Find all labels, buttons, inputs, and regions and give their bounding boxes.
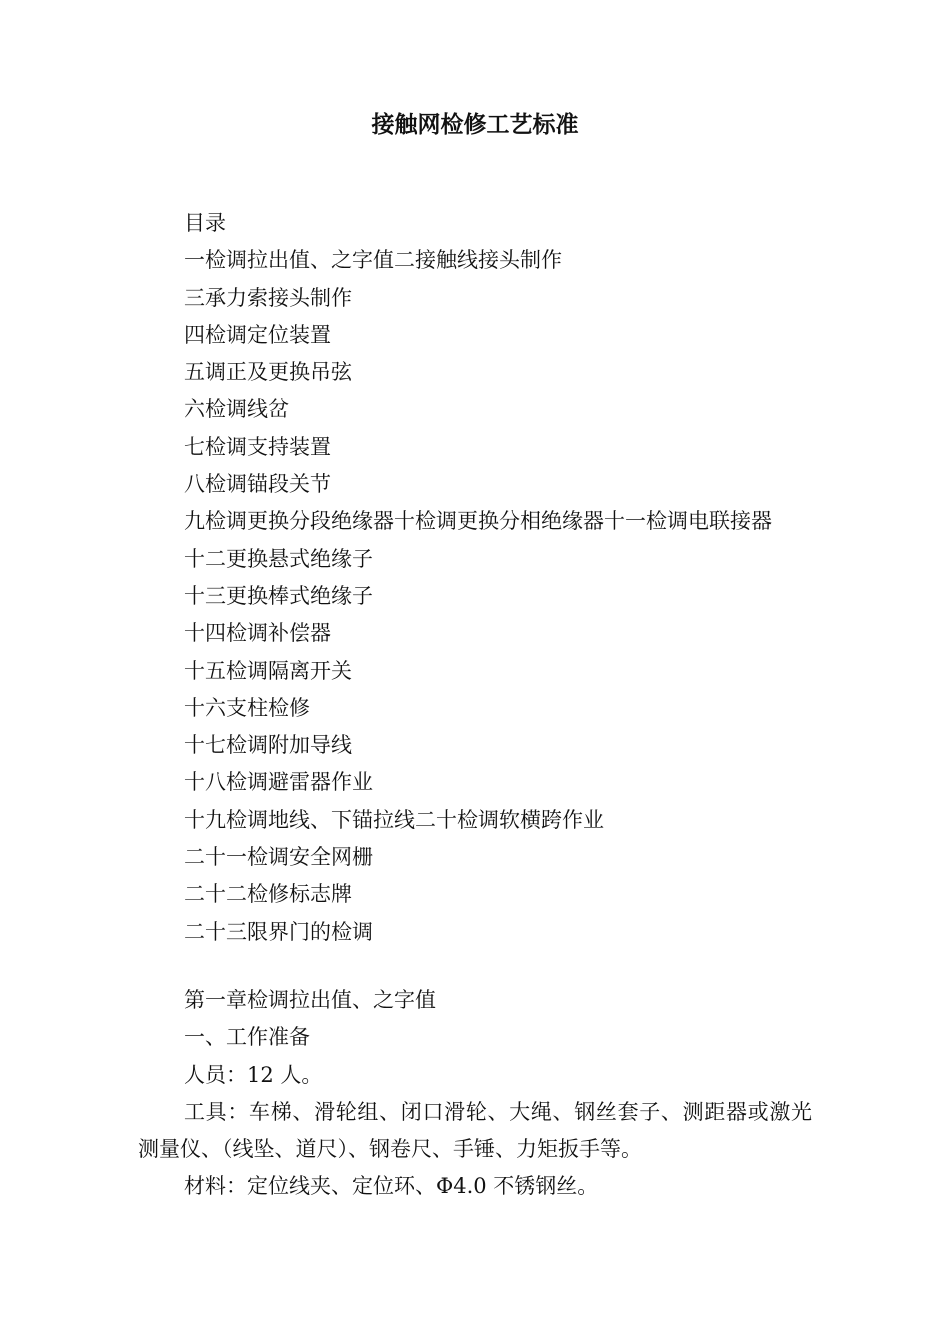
toc-item: 八检调锚段关节 xyxy=(184,472,331,497)
section-heading: 一、工作准备 xyxy=(184,1025,310,1050)
document-body xyxy=(138,982,812,1206)
toc-item: 十八检调避雷器作业 xyxy=(184,770,373,795)
toc-item: 五调正及更换吊弦 xyxy=(184,360,352,385)
materials-paragraph: 材料：定位线夹、定位环、Φ4.0 不锈钢丝。 xyxy=(184,1174,599,1199)
tools-paragraph: 工具：车梯、滑轮组、闭口滑轮、大绳、钢丝套子、测距器或激光测量仪、（线坠、道尺）、钢卷尺、手锤、力矩扳手等。 xyxy=(138,1099,812,1162)
toc-item: 九检调更换分段绝缘器十检调更换分相绝缘器十一检调电联接器 xyxy=(184,509,772,534)
toc-item: 十三更换棒式绝缘子 xyxy=(184,583,373,608)
toc-item: 十六支柱检修 xyxy=(184,695,310,720)
toc-item: 三承力索接头制作 xyxy=(184,285,352,310)
table-of-contents xyxy=(184,205,890,951)
toc-item: 十九检调地线、下锚拉线二十检调软横跨作业 xyxy=(184,807,604,832)
toc-item: 十七检调附加导线 xyxy=(184,733,352,758)
toc-item: 二十二检修标志牌 xyxy=(184,882,352,907)
toc-item: 十五检调隔离开关 xyxy=(184,658,352,683)
toc-item: 二十三限界门的检调 xyxy=(184,919,373,944)
toc-item: 七检调支持装置 xyxy=(184,434,331,459)
toc-item: 二十一检调安全网栅 xyxy=(184,845,373,870)
toc-item: 六检调线岔 xyxy=(184,397,289,422)
toc-item: 一检调拉出值、之字值二接触线接头制作 xyxy=(184,248,562,273)
document-title: 接触网检修工艺标准 xyxy=(371,112,579,138)
toc-item: 十二更换悬式绝缘子 xyxy=(184,546,373,571)
toc-item: 四检调定位装置 xyxy=(184,322,331,347)
toc-item: 十四检调补偿器 xyxy=(184,621,331,646)
toc-heading: 目录 xyxy=(184,211,226,235)
personnel-paragraph: 人员：12 人。 xyxy=(184,1062,323,1087)
chapter-heading: 第一章检调拉出值、之字值 xyxy=(184,988,436,1012)
